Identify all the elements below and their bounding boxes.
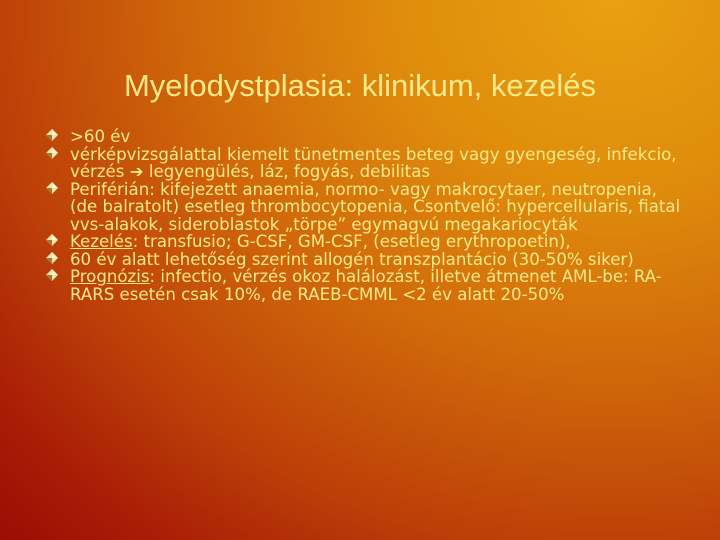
diamond-bullet-icon (46, 129, 58, 141)
bullet-item-periphery (46, 181, 686, 234)
slide-title: Myelodystplasia: klinikum, kezelés (123, 68, 597, 103)
diamond-bullet-icon (46, 269, 58, 281)
bullet-lead-underlined: Kezelés (70, 232, 133, 251)
bullet-item-prognosis (46, 268, 686, 303)
bullet-text: >60 év (70, 127, 131, 146)
diamond-bullet-icon (46, 182, 58, 194)
diamond-bullet-icon (46, 234, 58, 246)
bullet-item-age (46, 128, 686, 146)
bullet-item-transplant (46, 251, 686, 269)
bullet-lead-underlined: Prognózis (70, 267, 150, 286)
diamond-bullet-icon (46, 252, 58, 264)
bullet-text: : infectio, vérzés okoz halálozást, illetve átmenet AML-be: RA-RARS esetén csak 10%, de RAEB-CMML <2 év alatt 20-50% (70, 267, 662, 304)
bullet-text: 60 év alatt lehetőség szerint allogén transzplantácio (30-50% siker) (70, 249, 634, 269)
diamond-bullet-icon (46, 147, 58, 159)
bullet-list (46, 128, 686, 303)
bullet-item-symptoms (46, 146, 686, 181)
bullet-text: Periférián: kifejezett anaemia, normo- vagy makrocytaer, neutropenia, (de balratolt) esetleg thrombocytopenia, Csontvelő: hypercellularis, fiatal vvs-alakok, sideroblastok „törpe” egymagvú megakariocyták (70, 179, 681, 234)
bullet-text: vérképvizsgálattal kiemelt tünetmentes beteg vagy gyengeség, infekcio, vérzés ➔ legyengülés, láz, fogyás, debilitas (70, 144, 677, 181)
bullet-item-treatment (46, 233, 686, 251)
bullet-text: : transfusio; G-CSF, GM-CSF, (esetleg erythropoetin), (132, 232, 571, 251)
